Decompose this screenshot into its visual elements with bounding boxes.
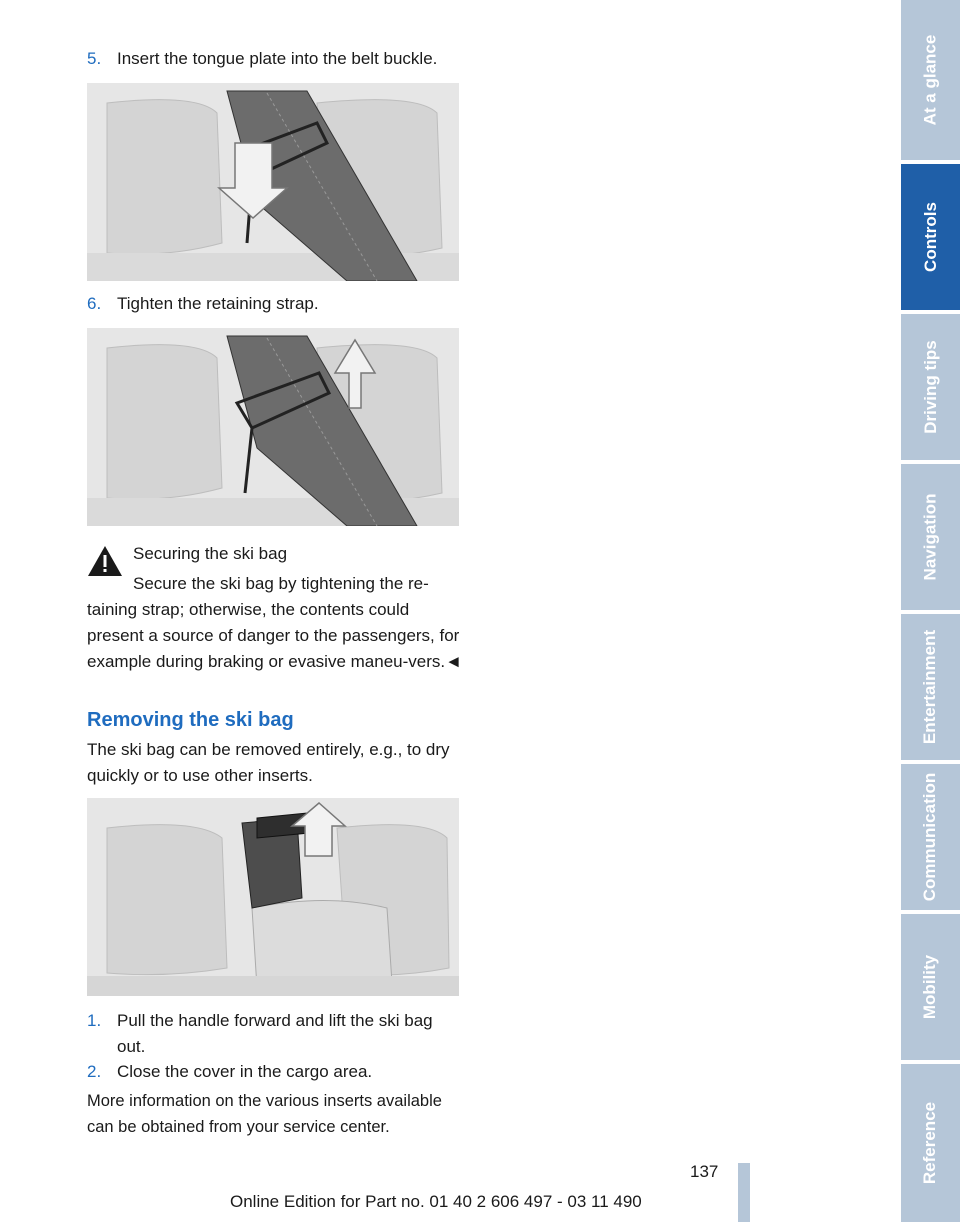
tab-label: Navigation xyxy=(920,493,940,581)
footer-edition: Online Edition for Part no. 01 40 2 606 497 - 03 11 490 xyxy=(230,1192,642,1211)
step-number: 2. xyxy=(87,1062,102,1081)
tab-navigation[interactable] xyxy=(901,464,960,610)
tab-label: At a glance xyxy=(920,34,940,126)
tab-mobility[interactable] xyxy=(901,914,960,1060)
chapter-sidebar xyxy=(901,0,960,1222)
tab-reference[interactable] xyxy=(901,1064,960,1222)
warning-body: taining strap; otherwise, the contents could present a source of danger to the passengers, for example during braking or evasive maneu-vers.◄ xyxy=(87,600,462,671)
tab-controls[interactable] xyxy=(901,164,960,310)
figure-remove-ski-bag xyxy=(87,798,459,996)
tab-label: Entertainment xyxy=(920,629,940,745)
tab-label: Reference xyxy=(920,1101,940,1185)
page-number: 137 xyxy=(690,1162,719,1181)
section-heading: Removing the ski bag xyxy=(87,709,294,731)
warning-line1: Secure the ski bag by tightening the re- xyxy=(133,574,429,593)
section-intro: The ski bag can be removed entirely, e.g., to dry quickly or to use other inserts. xyxy=(87,740,450,785)
tab-driving-tips[interactable] xyxy=(901,314,960,460)
step-5 xyxy=(87,46,467,72)
warning-triangle-icon xyxy=(87,544,123,578)
step-number: 5. xyxy=(87,49,102,68)
step-text: Pull the handle forward and lift the ski bag out. xyxy=(117,1011,433,1056)
tab-entertainment[interactable] xyxy=(901,614,960,760)
figure-tighten-strap xyxy=(87,328,459,526)
step-text: Close the cover in the cargo area. xyxy=(117,1062,373,1081)
tab-label: Controls xyxy=(920,202,940,272)
tab-communication[interactable] xyxy=(901,764,960,910)
step-number: 1. xyxy=(87,1011,102,1030)
tab-label: Mobility xyxy=(920,954,940,1020)
warning-title: Securing the ski bag xyxy=(133,544,288,563)
step-number: 6. xyxy=(87,294,102,313)
step-6 xyxy=(87,291,467,317)
tab-at-a-glance[interactable] xyxy=(901,0,960,160)
tab-label: Communication xyxy=(920,772,940,902)
step-text: Tighten the retaining strap. xyxy=(117,294,319,313)
closing-paragraph: More information on the various inserts available can be obtained from your service center. xyxy=(87,1092,442,1136)
tab-label: Driving tips xyxy=(920,340,940,434)
figure-insert-tongue-plate xyxy=(87,83,459,281)
page-number-bar xyxy=(738,1163,750,1222)
step-1 xyxy=(87,1008,467,1060)
step-2 xyxy=(87,1059,467,1085)
step-text: Insert the tongue plate into the belt buckle. xyxy=(117,49,438,68)
